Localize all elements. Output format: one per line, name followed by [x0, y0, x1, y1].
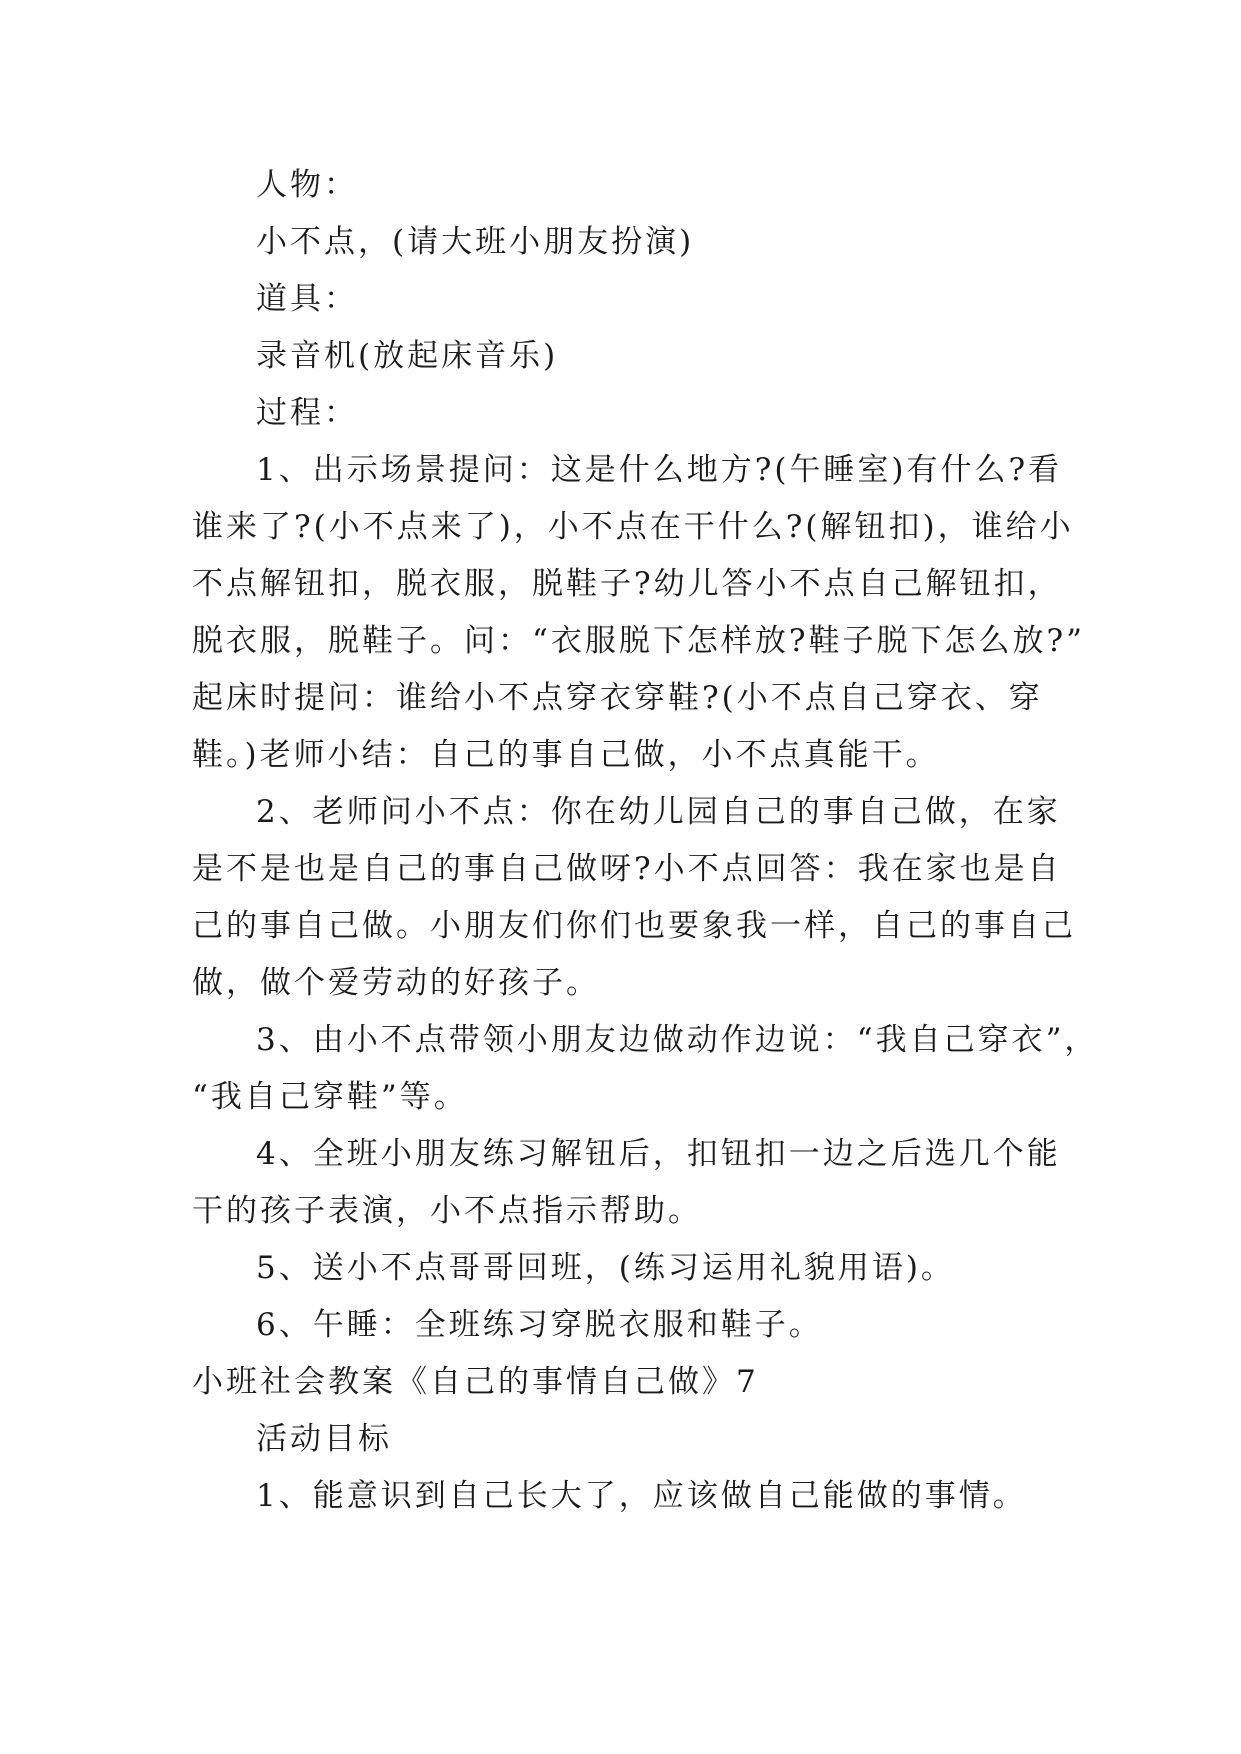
text-line: 己的事自己做。小朋友们你们也要象我一样，自己的事自己 — [192, 908, 1076, 944]
text-line: 5、送小不点哥哥回班，(练习运用礼貌用语)。 — [256, 1250, 955, 1286]
text-line: 是不是也是自己的事自己做呀?小不点回答：我在家也是自 — [192, 851, 1062, 887]
text-line: 6、午睡：全班练习穿脱衣服和鞋子。 — [256, 1307, 823, 1343]
text-line: 3、由小不点带领小朋友边做动作边说：“我自己穿衣”， — [256, 1022, 1099, 1058]
text-line: 1、能意识到自己长大了，应该做自己能做的事情。 — [256, 1478, 1027, 1514]
text-line: 1、出示场景提问：这是什么地方?(午睡室)有什么?看 — [256, 452, 1063, 488]
text-line: 2、老师问小不点：你在幼儿园自己的事自己做，在家 — [256, 794, 1061, 830]
text-line: 4、全班小朋友练习解钮后，扣钮扣一边之后选几个能 — [256, 1136, 1061, 1172]
text-line: 道具： — [256, 281, 358, 317]
text-line: 脱衣服，脱鞋子。问：“衣服脱下怎样放?鞋子脱下怎么放?” — [192, 623, 1085, 659]
text-line: 活动目标 — [256, 1421, 392, 1457]
text-line: 人物： — [256, 167, 358, 203]
text-line: 不点解钮扣，脱衣服，脱鞋子?幼儿答小不点自己解钮扣， — [192, 566, 1062, 602]
text-line: 干的孩子表演，小不点指示帮助。 — [192, 1193, 702, 1229]
text-line: 谁来了?(小不点来了)，小不点在干什么?(解钮扣)，谁给小 — [192, 509, 1074, 545]
section-heading: 小班社会教案《自己的事情自己做》7 — [192, 1364, 759, 1400]
text-line: “我自己穿鞋”等。 — [192, 1079, 468, 1115]
text-line: 录音机(放起床音乐) — [256, 338, 559, 374]
text-line: 起床时提问：谁给小不点穿衣穿鞋?(小不点自己穿衣、穿 — [192, 680, 1043, 716]
text-line: 做，做个爱劳动的好孩子。 — [192, 965, 600, 1001]
text-line: 小不点，(请大班小朋友扮演) — [256, 224, 695, 260]
text-line: 鞋。)老师小结：自己的事自己做，小不点真能干。 — [192, 737, 940, 773]
text-line: 过程： — [256, 395, 358, 431]
